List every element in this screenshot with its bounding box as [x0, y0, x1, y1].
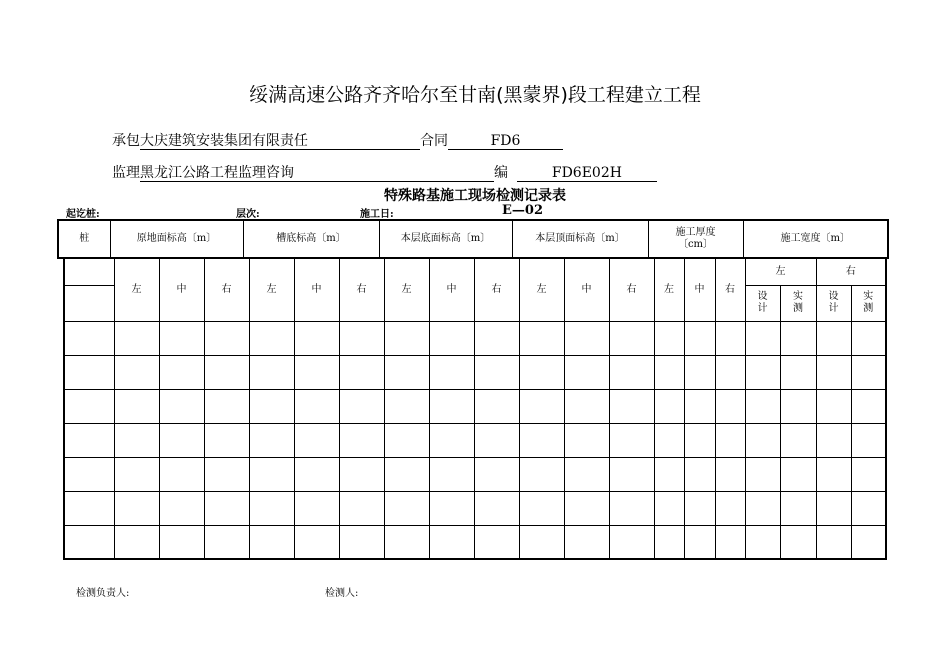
- table-cell[interactable]: [519, 457, 564, 491]
- position-header: 左: [519, 258, 564, 321]
- table-cell[interactable]: [684, 491, 715, 525]
- table-cell[interactable]: [609, 525, 654, 559]
- table-cell[interactable]: [745, 321, 780, 355]
- table-cell[interactable]: [474, 525, 519, 559]
- supervisor-label: 监理: [112, 165, 140, 181]
- inspector-in-charge-label: 检测负责人:: [76, 588, 130, 599]
- header-layer-bottom: 本层底面标高〔m〕: [379, 220, 512, 258]
- table-cell[interactable]: [780, 457, 816, 491]
- table-cell[interactable]: [745, 423, 780, 457]
- table-cell[interactable]: [64, 457, 114, 491]
- header-pile: 桩: [58, 220, 110, 258]
- table-cell[interactable]: [384, 491, 429, 525]
- table-cell[interactable]: [204, 423, 249, 457]
- table-cell[interactable]: [114, 525, 159, 559]
- table-cell[interactable]: [204, 457, 249, 491]
- table-cell[interactable]: [519, 355, 564, 389]
- table-cell[interactable]: [851, 355, 886, 389]
- table-row: [64, 389, 886, 423]
- table-cell[interactable]: [249, 423, 294, 457]
- table-cell[interactable]: [339, 355, 384, 389]
- width-left-header: 左: [745, 258, 816, 285]
- form-code: E—02: [502, 203, 543, 218]
- table-cell[interactable]: [384, 355, 429, 389]
- table-cell[interactable]: [294, 525, 339, 559]
- table-cell[interactable]: [684, 457, 715, 491]
- layer-label: 层次:: [236, 209, 260, 220]
- table-cell[interactable]: [654, 321, 684, 355]
- table-cell[interactable]: [564, 491, 609, 525]
- table-cell[interactable]: [654, 525, 684, 559]
- table-cell[interactable]: [474, 423, 519, 457]
- supervisor-value: 黑龙江公路工程监理咨询: [140, 166, 494, 182]
- width-measured-header: 实测: [780, 285, 816, 321]
- table-cell[interactable]: [249, 457, 294, 491]
- contractor-value: 大庆建筑安装集团有限责任: [140, 134, 420, 150]
- table-cell[interactable]: [851, 491, 886, 525]
- table-cell[interactable]: [294, 491, 339, 525]
- table-cell[interactable]: [519, 423, 564, 457]
- table-cell[interactable]: [384, 389, 429, 423]
- table-cell[interactable]: [114, 321, 159, 355]
- table-cell[interactable]: [249, 389, 294, 423]
- table-cell[interactable]: [339, 525, 384, 559]
- position-header: 中: [429, 258, 474, 321]
- table-cell[interactable]: [780, 355, 816, 389]
- table-cell[interactable]: [249, 321, 294, 355]
- table-cell[interactable]: [816, 457, 851, 491]
- table-cell[interactable]: [851, 321, 886, 355]
- position-header: 右: [474, 258, 519, 321]
- table-cell[interactable]: [715, 457, 745, 491]
- table-cell[interactable]: [159, 457, 204, 491]
- header-layer-top: 本层顶面标高〔m〕: [512, 220, 648, 258]
- table-cell[interactable]: [715, 389, 745, 423]
- table-cell[interactable]: [429, 423, 474, 457]
- table-cell[interactable]: [564, 389, 609, 423]
- position-header: 左: [249, 258, 294, 321]
- table-cell[interactable]: [745, 389, 780, 423]
- code-value: FD6E02H: [517, 166, 657, 182]
- table-cell[interactable]: [339, 423, 384, 457]
- position-header: 右: [204, 258, 249, 321]
- table-cell[interactable]: [114, 355, 159, 389]
- table-cell[interactable]: [745, 355, 780, 389]
- table-cell[interactable]: [816, 355, 851, 389]
- table-cell[interactable]: [609, 457, 654, 491]
- table-cell[interactable]: [654, 491, 684, 525]
- table-cell[interactable]: [384, 457, 429, 491]
- table-cell[interactable]: [715, 321, 745, 355]
- contract-value: FD6: [448, 134, 563, 150]
- table-cell[interactable]: [429, 389, 474, 423]
- table-cell[interactable]: [715, 491, 745, 525]
- table-cell[interactable]: [654, 423, 684, 457]
- table-cell[interactable]: [715, 525, 745, 559]
- table-cell[interactable]: [249, 525, 294, 559]
- table-cell[interactable]: [159, 491, 204, 525]
- table-cell[interactable]: [816, 423, 851, 457]
- table-cell[interactable]: [684, 389, 715, 423]
- table-cell[interactable]: [64, 491, 114, 525]
- table-cell[interactable]: [684, 355, 715, 389]
- table-cell[interactable]: [64, 321, 114, 355]
- table-cell[interactable]: [429, 321, 474, 355]
- table-cell[interactable]: [204, 321, 249, 355]
- table-cell[interactable]: [339, 491, 384, 525]
- header-trench-bottom: 槽底标高〔m〕: [243, 220, 379, 258]
- table-cell[interactable]: [564, 321, 609, 355]
- width-design-header: 设计: [745, 285, 780, 321]
- table-cell[interactable]: [339, 389, 384, 423]
- table-cell[interactable]: [564, 423, 609, 457]
- table-cell[interactable]: [249, 355, 294, 389]
- position-header: 中: [159, 258, 204, 321]
- table-cell[interactable]: [474, 355, 519, 389]
- table-cell[interactable]: [114, 389, 159, 423]
- position-header: 左: [654, 258, 684, 321]
- position-header: 左: [114, 258, 159, 321]
- table-row: [64, 321, 886, 355]
- date-label: 施工日:: [360, 209, 394, 220]
- header-table: [57, 219, 889, 259]
- table-cell[interactable]: [429, 457, 474, 491]
- table-cell[interactable]: [429, 355, 474, 389]
- table-cell[interactable]: [564, 355, 609, 389]
- table-cell[interactable]: [564, 525, 609, 559]
- table-cell[interactable]: [609, 355, 654, 389]
- table-cell[interactable]: [780, 525, 816, 559]
- position-header: 右: [609, 258, 654, 321]
- table-cell[interactable]: [64, 389, 114, 423]
- header-original-ground: 原地面标高〔m〕: [110, 220, 243, 258]
- table-cell[interactable]: [64, 525, 114, 559]
- table-cell[interactable]: [249, 491, 294, 525]
- position-header: 中: [564, 258, 609, 321]
- table-cell[interactable]: [114, 423, 159, 457]
- table-row: [64, 457, 886, 491]
- table-cell[interactable]: [114, 491, 159, 525]
- table-cell[interactable]: [519, 389, 564, 423]
- table-cell[interactable]: [474, 389, 519, 423]
- contractor-label: 承包: [112, 133, 140, 149]
- position-header: 右: [715, 258, 745, 321]
- table-cell[interactable]: [204, 355, 249, 389]
- table-cell[interactable]: [816, 389, 851, 423]
- table-cell[interactable]: [159, 321, 204, 355]
- table-cell[interactable]: [654, 457, 684, 491]
- table-row: [64, 525, 886, 559]
- table-cell[interactable]: [609, 491, 654, 525]
- table-cell[interactable]: [114, 457, 159, 491]
- position-header: 中: [684, 258, 715, 321]
- table-cell[interactable]: [204, 389, 249, 423]
- table-cell[interactable]: [384, 321, 429, 355]
- table-cell[interactable]: [684, 423, 715, 457]
- table-cell[interactable]: [519, 321, 564, 355]
- table-cell[interactable]: [816, 321, 851, 355]
- table-cell[interactable]: [684, 321, 715, 355]
- table-cell[interactable]: [745, 525, 780, 559]
- table-cell[interactable]: [384, 525, 429, 559]
- table-cell[interactable]: [64, 355, 114, 389]
- table-cell[interactable]: [64, 423, 114, 457]
- pile-subheader-cell: [64, 285, 114, 321]
- table-cell[interactable]: [519, 491, 564, 525]
- document-title: 绥满高速公路齐齐哈尔至甘南(黑蒙界)段工程建立工程: [249, 84, 701, 106]
- table-cell[interactable]: [609, 389, 654, 423]
- table-cell[interactable]: [159, 355, 204, 389]
- position-header: 右: [339, 258, 384, 321]
- table-cell[interactable]: [816, 525, 851, 559]
- position-header: 左: [384, 258, 429, 321]
- table-cell[interactable]: [474, 491, 519, 525]
- table-cell[interactable]: [294, 389, 339, 423]
- table-cell[interactable]: [294, 355, 339, 389]
- pile-subheader-cell: [64, 258, 114, 285]
- table-row: [64, 355, 886, 389]
- table-cell[interactable]: [851, 423, 886, 457]
- table-cell[interactable]: [654, 355, 684, 389]
- table-cell[interactable]: [780, 389, 816, 423]
- table-cell[interactable]: [745, 457, 780, 491]
- table-cell[interactable]: [159, 423, 204, 457]
- table-cell[interactable]: [609, 321, 654, 355]
- table-cell[interactable]: [715, 355, 745, 389]
- width-measured-header: 实测: [851, 285, 886, 321]
- table-cell[interactable]: [294, 423, 339, 457]
- table-row: [64, 423, 886, 457]
- table-cell[interactable]: [474, 457, 519, 491]
- table-cell[interactable]: [851, 525, 886, 559]
- table-cell[interactable]: [851, 389, 886, 423]
- form-title: 特殊路基施工现场检测记录表: [384, 188, 566, 204]
- start-pile-label: 起讫桩:: [66, 209, 100, 220]
- table-cell[interactable]: [294, 321, 339, 355]
- table-cell[interactable]: [684, 525, 715, 559]
- grid-body: [64, 321, 886, 559]
- table-cell[interactable]: [294, 457, 339, 491]
- table-cell[interactable]: [339, 321, 384, 355]
- header-thickness: 施工厚度〔cm〕: [648, 220, 743, 258]
- contractor-row: [112, 130, 563, 150]
- table-cell[interactable]: [384, 423, 429, 457]
- table-cell[interactable]: [159, 389, 204, 423]
- table-cell[interactable]: [339, 457, 384, 491]
- table-cell[interactable]: [745, 491, 780, 525]
- table-cell[interactable]: [159, 525, 204, 559]
- table-cell[interactable]: [654, 389, 684, 423]
- table-cell[interactable]: [609, 423, 654, 457]
- width-right-header: 右: [816, 258, 886, 285]
- table-cell[interactable]: [429, 525, 474, 559]
- table-cell[interactable]: [429, 491, 474, 525]
- inspector-label: 检测人:: [325, 588, 359, 599]
- table-cell[interactable]: [564, 457, 609, 491]
- contract-label: 合同: [420, 133, 448, 149]
- header-width: 施工宽度〔m〕: [743, 220, 888, 258]
- code-label: 编: [494, 165, 508, 181]
- supervisor-row: [112, 162, 657, 182]
- data-grid: [63, 257, 887, 560]
- table-cell[interactable]: [474, 321, 519, 355]
- table-cell[interactable]: [519, 525, 564, 559]
- width-design-header: 设计: [816, 285, 851, 321]
- table-cell[interactable]: [851, 457, 886, 491]
- table-cell[interactable]: [780, 423, 816, 457]
- table-cell[interactable]: [715, 423, 745, 457]
- table-cell[interactable]: [204, 491, 249, 525]
- position-header: 中: [294, 258, 339, 321]
- table-cell[interactable]: [204, 525, 249, 559]
- table-row: [64, 491, 886, 525]
- table-cell[interactable]: [780, 321, 816, 355]
- table-cell[interactable]: [780, 491, 816, 525]
- table-cell[interactable]: [816, 491, 851, 525]
